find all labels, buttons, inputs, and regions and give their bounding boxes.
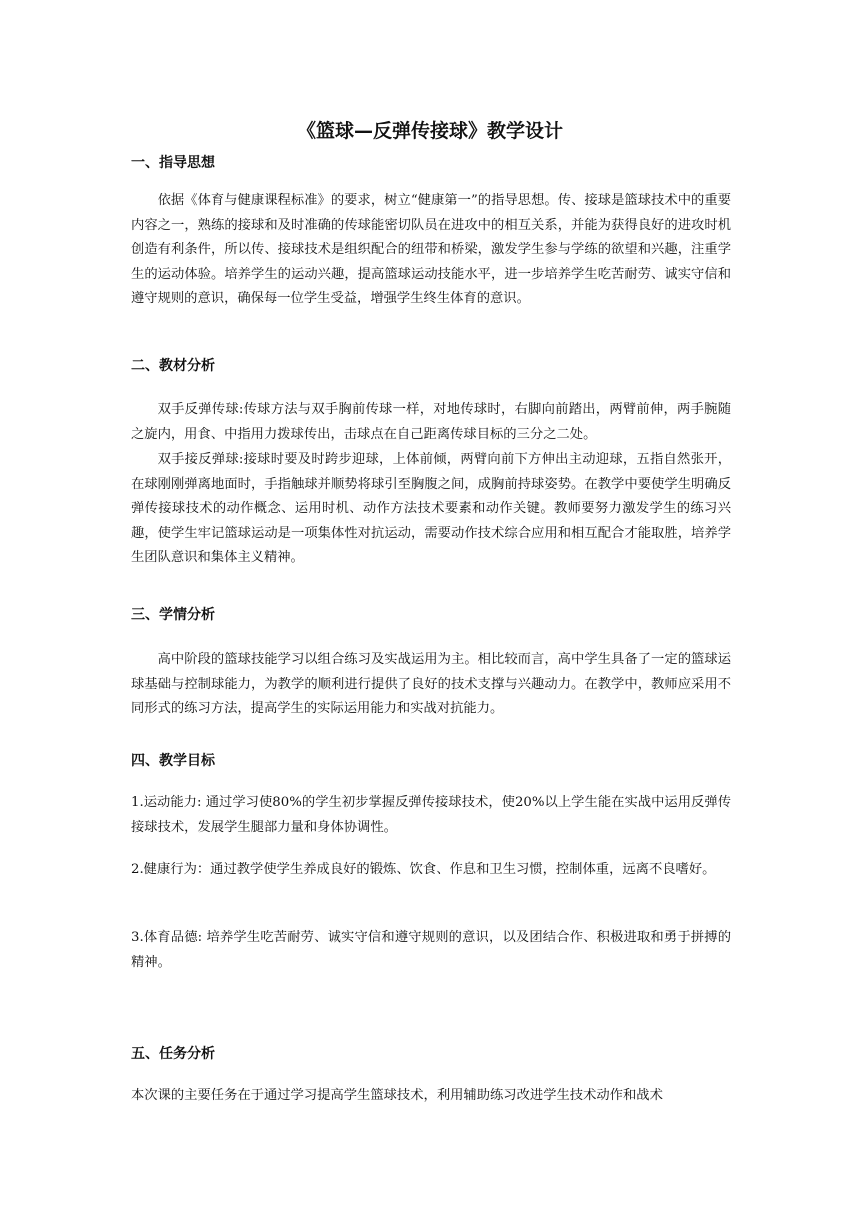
heading-teaching-objectives: 四、教学目标 — [131, 753, 215, 769]
paragraph-bounce-catch: 双手接反弹球:接球时要及时跨步迎球，上体前倾，两臂向前下方伸出主动迎球，五指自然张开，在球刚刚弹离地面时，手指触球并顺势将球引至胸腹之间，成胸前持球姿势。在教学中要使学生明确反弹传接球技术的动作概念、运用时机、动作方法技术要素和动作关键。教师要努力激发学生的练习兴趣，使学生牢记篮球运动是一项集体性对抗运动，需要动作技术综合应用和相互配合才能取胜，培养学生团队意识和集体主义精神。 — [131, 452, 731, 566]
heading-task-analysis: 五、任务分析 — [131, 1046, 215, 1062]
paragraph-bounce-pass: 双手反弹传球:传球方法与双手胸前传球一样，对地传球时，右脚向前踏出，两臂前伸，两手腕随之旋内，用食、中指用力拨球传出，击球点在自己距离传球目标的三分之二处。 — [131, 402, 731, 442]
heading-learner-analysis: 三、学情分析 — [131, 607, 215, 623]
paragraph-guiding-ideology: 依据《体育与健康课程标准》的要求，树立“健康第一”的指导思想。传、接球是篮球技术中的重要内容之一，熟练的接球和及时准确的传球能密切队员在进攻中的相互关系，并能为获得良好的进攻时机创造有利条件，所以传、接球技术是组织配合的纽带和桥梁，激发学生参与学练的欲望和兴趣，注重学生的运动体验。培养学生的运动兴趣，提高篮球运动技能水平，进一步培养学生吃苦耐劳、诚实守信和遵守规则的意识，确保每一位学生受益，增强学生终生体育的意识。 — [131, 193, 731, 307]
paragraph-learner-analysis: 高中阶段的篮球技能学习以组合练习及实战运用为主。相比较而言，高中学生具备了一定的篮球运球基础与控制球能力，为教学的顺利进行提供了良好的技术支撑与兴趣动力。在教学中，教师应采用不同形式的练习方法，提高学生的实际运用能力和实战对抗能力。 — [131, 652, 731, 717]
heading-guiding-ideology: 一、指导思想 — [131, 155, 215, 171]
objective-motor-ability: 1.运动能力: 通过学习使80%的学生初步掌握反弹传接球技术，使20%以上学生能在实战中运用反弹传接球技术，发展学生腿部力量和身体协调性。 — [131, 795, 731, 835]
paragraph-task-analysis: 本次课的主要任务在于通过学习提高学生篮球技术，利用辅助练习改进学生技术动作和战术 — [131, 1088, 663, 1103]
document-title: 《篮球—反弹传接球》教学设计 — [296, 120, 563, 142]
objective-health-behavior: 2.健康行为：通过教学使学生养成良好的锻炼、饮食、作息和卫生习惯，控制体重，远离不良嗜好。 — [131, 862, 716, 877]
heading-material-analysis: 二、教材分析 — [131, 358, 215, 374]
objective-sportsmanship: 3.体育品德: 培养学生吃苦耐劳、诚实守信和遵守规则的意识，以及团结合作、积极进取和勇于拼搏的精神。 — [131, 930, 731, 970]
